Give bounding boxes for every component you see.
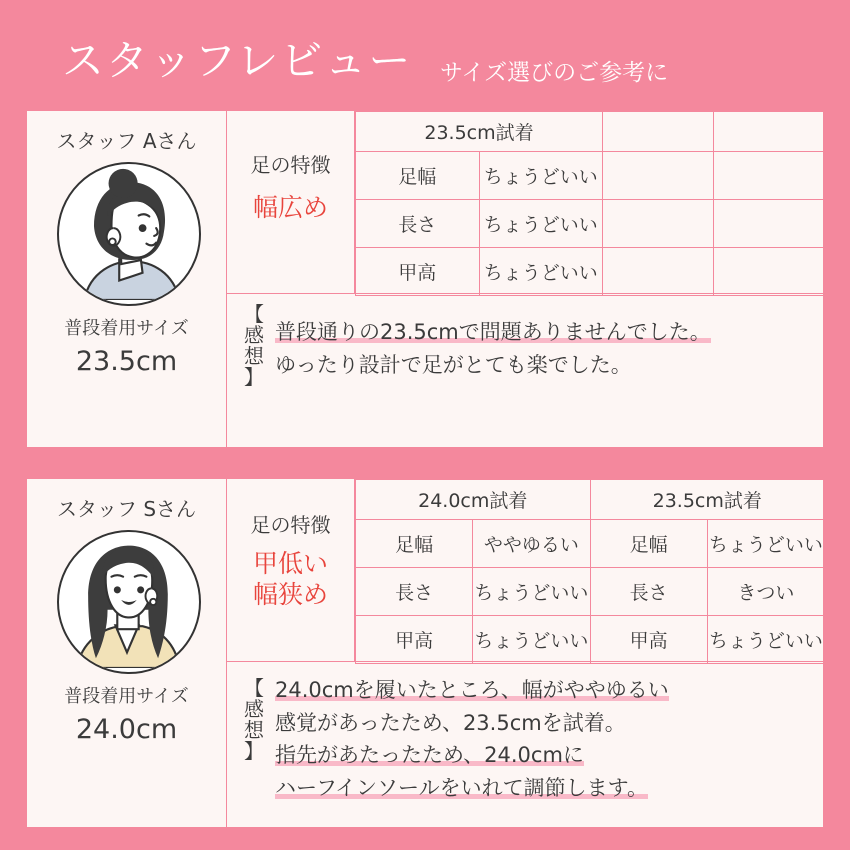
empty-cell (714, 112, 825, 152)
fit-result: ちょうどいい (479, 248, 603, 296)
review-card-staff-a (26, 110, 824, 448)
usual-size-label: 普段着用サイズ (64, 686, 189, 707)
impression-line: ハーフインソールをいれて調節します。 (275, 775, 648, 800)
fit-part: 足幅 (356, 152, 480, 200)
table-row (356, 568, 825, 616)
impression-line: 普段通りの23.5cmで問題ありませんでした。 (275, 320, 711, 344)
fit-part: 長さ (356, 200, 480, 248)
table-row (356, 616, 825, 664)
foot-feature-value: 幅狭め (252, 580, 328, 610)
fit-part: 足幅 (356, 520, 473, 568)
fit-part: 甲高 (356, 248, 480, 296)
avatar (57, 162, 197, 302)
woman-bun-hair-avatar-icon (59, 164, 195, 300)
page-subtitle: サイズ選びのご参考に (440, 60, 669, 86)
impression-line: 24.0cmを履いたところ、幅がややゆるい (275, 678, 669, 702)
foot-feature-title: 足の特徴 (250, 153, 331, 177)
empty-cell (714, 248, 825, 296)
empty-cell (603, 200, 714, 248)
usual-size-value: 23.5cm (75, 346, 178, 377)
fit-table-s (355, 479, 825, 664)
impression-line: 指先があたったため、24.0cmに (275, 743, 584, 768)
impression-label: 【 感 想 】 (244, 302, 264, 389)
empty-cell (603, 152, 714, 200)
fit-part: 長さ (590, 568, 707, 616)
empty-cell (603, 248, 714, 296)
empty-cell (714, 152, 825, 200)
staff-name: スタッフ Sさん (56, 497, 197, 521)
foot-feature-a (227, 111, 355, 293)
fit-result: ちょうどいい (473, 616, 590, 664)
fit-table-header: 23.5cm試着 (590, 480, 825, 520)
staff-profile-a (27, 111, 227, 447)
fit-part: 足幅 (590, 520, 707, 568)
table-row (356, 520, 825, 568)
fit-result: ちょうどいい (479, 200, 603, 248)
fit-table-header: 24.0cm試着 (356, 480, 591, 520)
impression-line: 感覚があったため、23.5cmを試着。 (275, 710, 626, 735)
empty-cell (603, 112, 714, 152)
review-detail-a (227, 111, 823, 447)
fit-result: ちょうどいい (473, 568, 590, 616)
review-detail-s (227, 479, 823, 827)
foot-feature-value: 幅広め (252, 193, 328, 222)
fit-part: 甲高 (356, 616, 473, 664)
review-card-staff-s (26, 478, 824, 828)
fit-table-a (355, 111, 825, 296)
foot-feature-value: 甲低い (252, 549, 328, 578)
fit-result: ちょうどいい (707, 520, 824, 568)
table-row (356, 112, 825, 152)
impression-text (275, 316, 817, 381)
empty-cell (714, 200, 825, 248)
page-title: スタッフレビュー (62, 36, 413, 85)
usual-size-label: 普段着用サイズ (64, 318, 189, 339)
table-row (356, 200, 825, 248)
table-row (356, 152, 825, 200)
fit-result: きつい (707, 568, 824, 616)
fit-result: ややゆるい (473, 520, 590, 568)
impression-block-a (227, 293, 825, 449)
table-row (356, 248, 825, 296)
fit-table-header: 23.5cm試着 (356, 112, 603, 152)
table-row (356, 480, 825, 520)
avatar (57, 530, 197, 670)
fit-result: ちょうどいい (707, 616, 824, 664)
impression-block-s (227, 661, 825, 829)
impression-label: 【 感 想 】 (244, 676, 264, 763)
impression-text (275, 674, 817, 804)
foot-feature-s (227, 479, 355, 661)
usual-size-value: 24.0cm (75, 714, 178, 745)
staff-name: スタッフ Aさん (56, 129, 197, 153)
fit-result: ちょうどいい (479, 152, 603, 200)
fit-part: 甲高 (590, 616, 707, 664)
staff-profile-s (27, 479, 227, 827)
impression-line: ゆったり設計で足がとても楽でした。 (275, 352, 632, 377)
foot-feature-title: 足の特徴 (250, 513, 331, 537)
woman-long-hair-avatar-icon (59, 532, 195, 668)
fit-part: 長さ (356, 568, 473, 616)
page-header (0, 22, 850, 92)
